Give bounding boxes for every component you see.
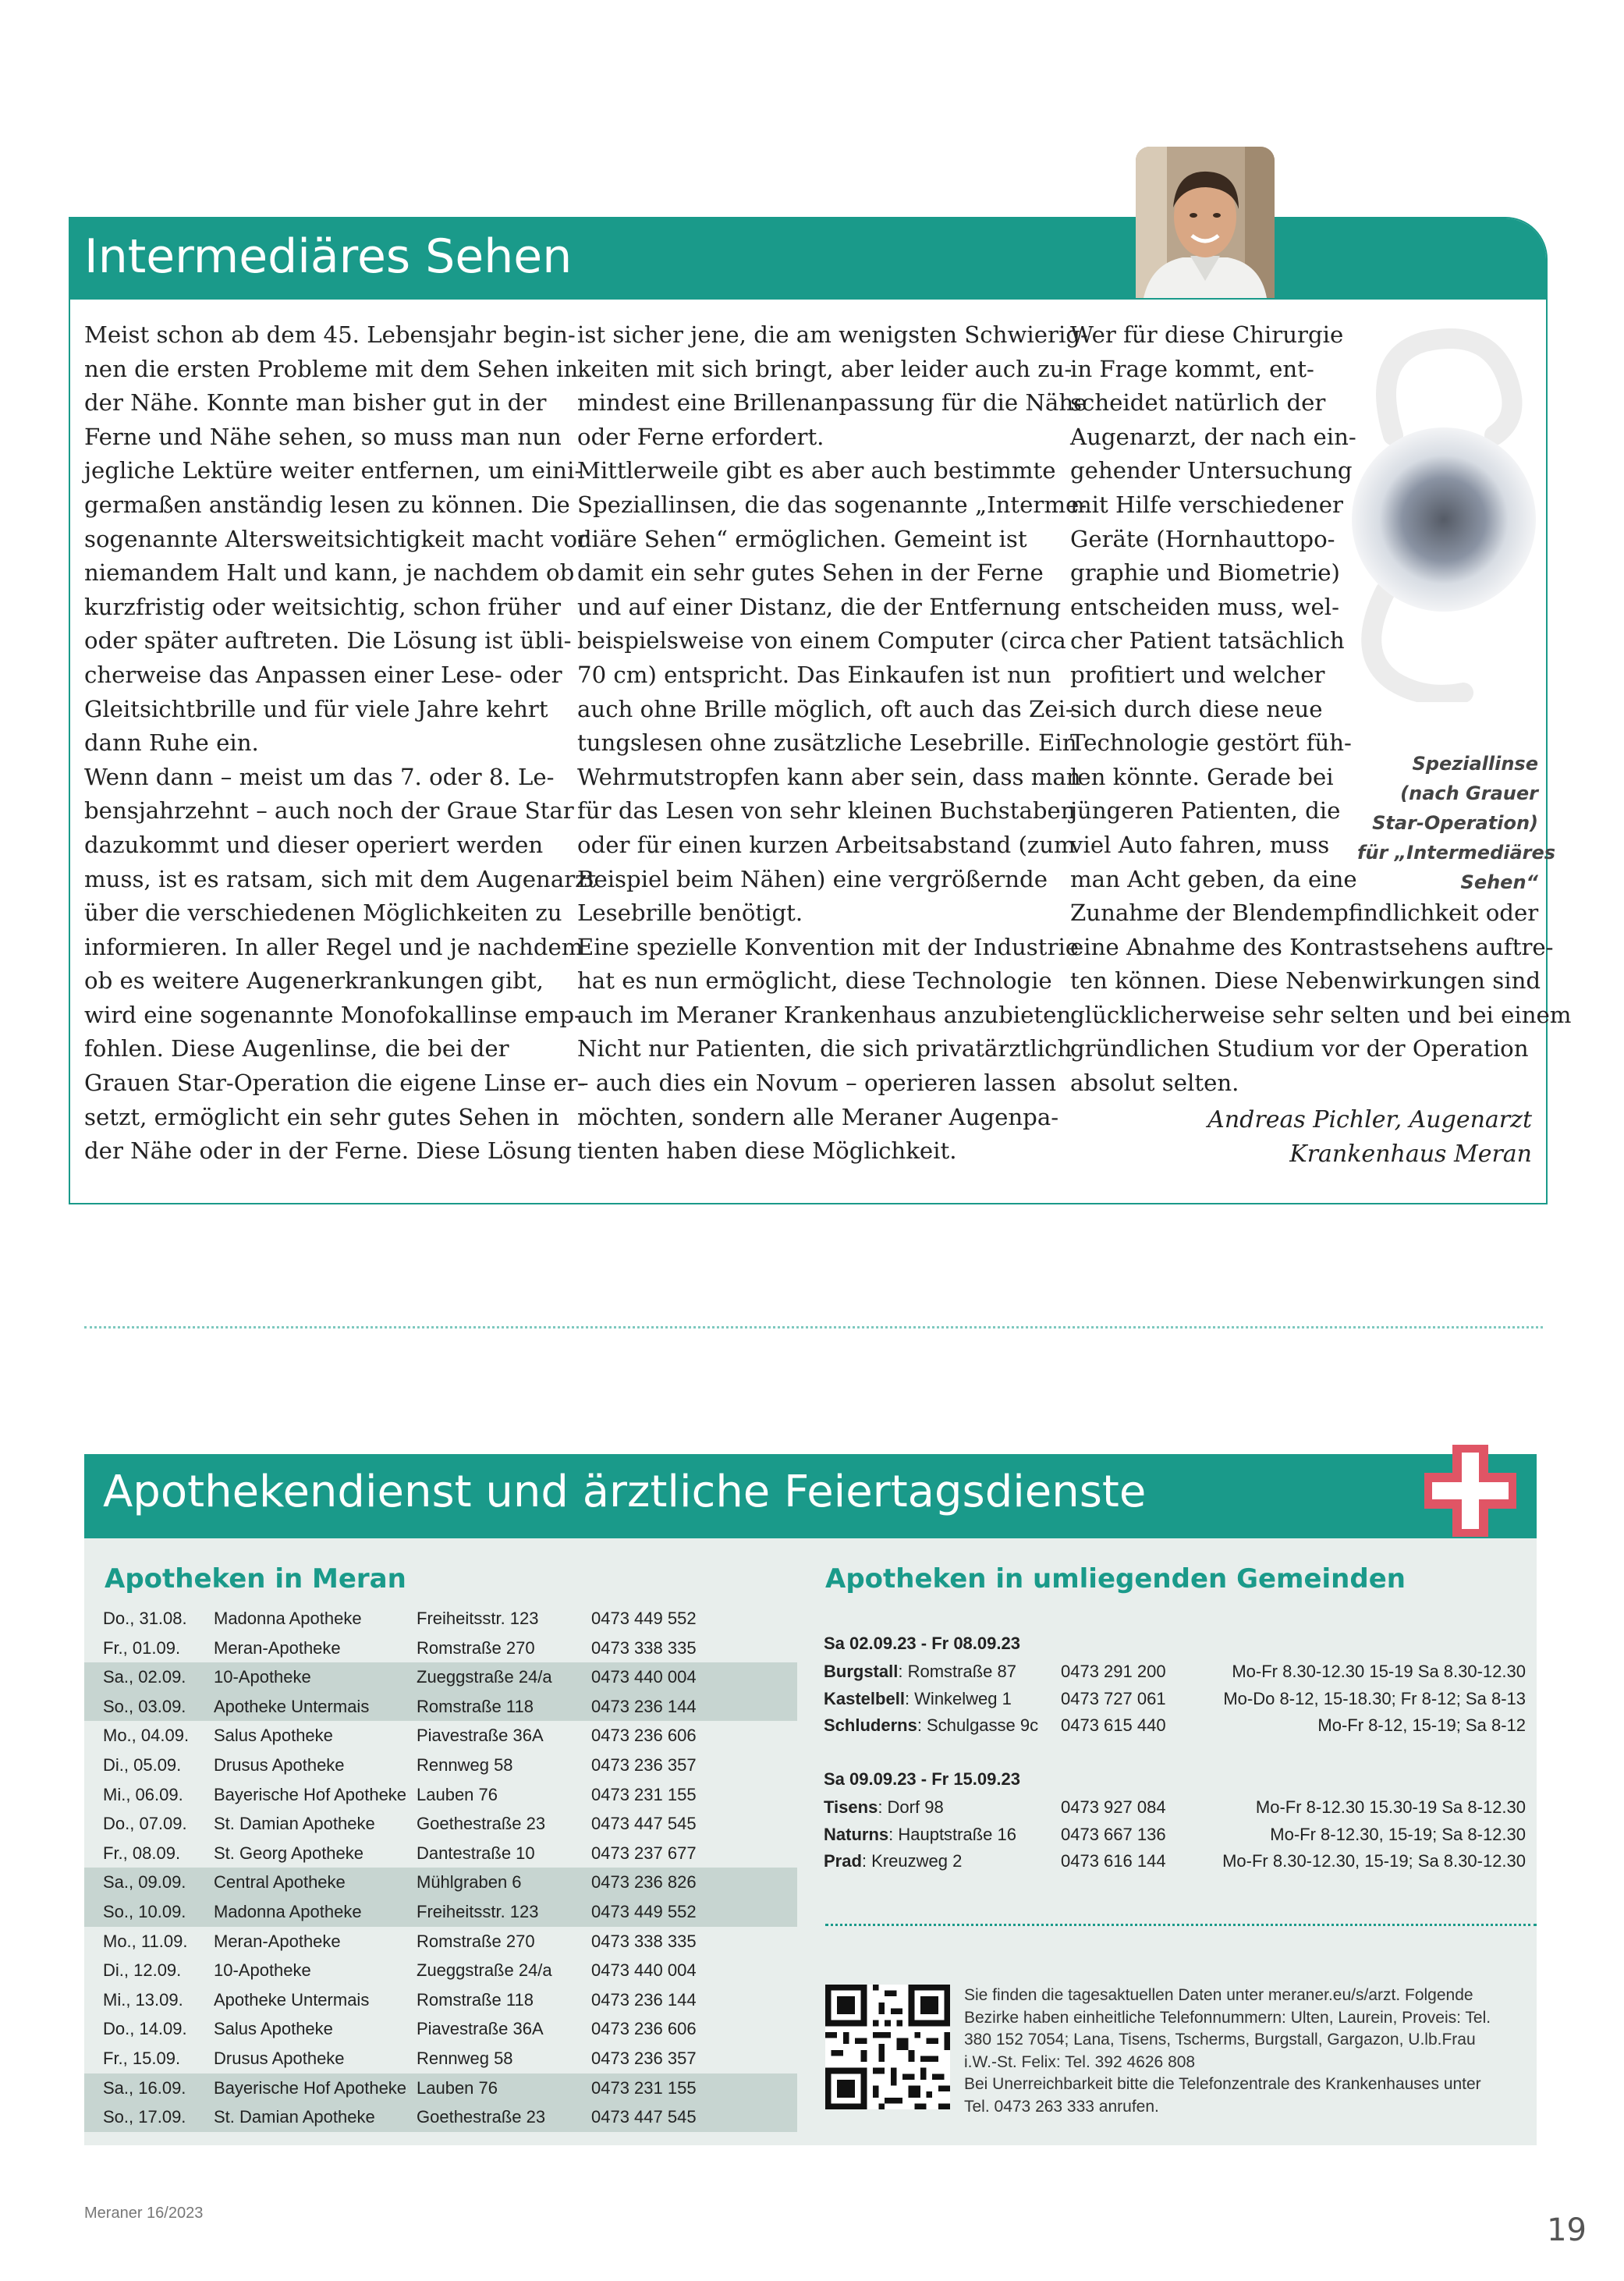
row-phone: 0473 231 155 [591, 1784, 697, 1804]
article-column-3: Wer für diese Chirurgie in Frage kommt, ent- scheidet natürlich der Augenarzt, der nach ein- gehender Untersuchung mit Hilfe verschiedener Geräte (Hornhauttopo- graphie und Biometrie) entscheiden muss, wel- cher Patient tatsächlich profitiert und welcher sich durch diese neue Technologie gestört füh- len könnte. Gerade bei jüngeren Patienten, die viel Auto fahren, muss man Acht geben, da eine Zunahme der Blendempfindlichkeit oder eine Abnahme des Kontrastsehens auftre- ten können. Diese Nebenwirkungen sind glücklicherweise sehr selten und bei einem gründlichen Studium vor der Operation absolut selten. [1070, 321, 1572, 1097]
row-phone: 0473 449 552 [591, 1609, 697, 1628]
row-pharmacy-name: Meran-Apotheke [214, 1931, 341, 1951]
pharmacy-title: Apothekendienst und ärztliche Feiertagsdienste [103, 1467, 1147, 1517]
row-date: Do., 07.09. [103, 1814, 187, 1834]
row-date: Sa., 16.09. [103, 2077, 186, 2098]
row-date: Sa., 09.09. [103, 1872, 186, 1893]
row-address: Freiheitsstr. 123 [417, 1901, 539, 1921]
row-address: Lauben 76 [417, 2077, 498, 2098]
row-address: Piavestraße 36A [417, 1726, 544, 1746]
regional-phone: 0473 291 200 [1061, 1662, 1166, 1681]
list-item [824, 1689, 1526, 1716]
lens-caption: Speziallinse (nach Grauer Star-Operation) für „Intermediäres Sehen“ [1357, 753, 1556, 893]
row-address: Rennweg 58 [417, 2048, 513, 2068]
row-date: Do., 14.09. [103, 2019, 187, 2039]
medical-cross-icon [1424, 1445, 1516, 1537]
week-block-1 [824, 1634, 1526, 1743]
regional-phone: 0473 616 144 [1061, 1851, 1166, 1871]
article-header [70, 218, 1546, 300]
table-row [84, 2044, 797, 2073]
page-number: 19 [1547, 2212, 1587, 2248]
author-portrait [1136, 147, 1275, 298]
row-address: Zueggstraße 24/a [417, 1960, 552, 1981]
table-row [84, 1721, 797, 1751]
town-address: : Dorf 98 [878, 1797, 944, 1817]
town-address: : Winkelweg 1 [904, 1688, 1012, 1708]
row-date: Mi., 06.09. [103, 1784, 183, 1804]
regional-pharmacy [824, 1825, 1016, 1845]
table-row [84, 1751, 797, 1780]
row-phone: 0473 440 004 [591, 1667, 697, 1687]
row-pharmacy-name: Meran-Apotheke [214, 1637, 341, 1658]
town-address: : Hauptstraße 16 [888, 1824, 1016, 1844]
row-address: Rennweg 58 [417, 1754, 513, 1775]
row-phone: 0473 236 826 [591, 1872, 697, 1893]
row-pharmacy-name: Apotheke Untermais [214, 1989, 370, 2010]
town-address: : Romstraße 87 [898, 1662, 1016, 1681]
table-row [84, 2102, 797, 2132]
row-phone: 0473 231 155 [591, 2077, 697, 2098]
info-divider [825, 1924, 1537, 1926]
issue-footer: Meraner 16/2023 [84, 2205, 204, 2222]
town-name: Tisens [824, 1797, 878, 1817]
table-row [84, 1985, 797, 2015]
signature-name: Andreas Pichler, Augenarzt [1207, 1106, 1532, 1133]
town-name: Schluderns [824, 1715, 917, 1735]
week-title: Sa 09.09.23 - Fr 15.09.23 [824, 1769, 1020, 1789]
info-paragraph: Sie finden die tagesaktuellen Daten unter meraner.eu/s/arzt. Folgende Bezirke haben einheitliche Telefonnummern: Ulten, Laurein, Proveis: Tel. 380 152 7054; Lana, Tisens, Tscherms, Burgstall, Gargazon, U.lb.Frau i.W.-St. Felix: Tel. 392 4626 808 [964, 1986, 1491, 2071]
row-date: Mo., 04.09. [103, 1726, 190, 1746]
portrait-image [1136, 147, 1275, 298]
row-date: So., 10.09. [103, 1901, 186, 1921]
list-item [824, 1797, 1526, 1825]
row-phone: 0473 236 606 [591, 1726, 697, 1746]
row-address: Romstraße 270 [417, 1931, 535, 1951]
row-phone: 0473 236 357 [591, 2048, 697, 2068]
row-pharmacy-name: Bayerische Hof Apotheke [214, 2077, 407, 2098]
list-item [824, 1662, 1526, 1689]
row-address: Piavestraße 36A [417, 2019, 544, 2039]
row-pharmacy-name: Madonna Apotheke [214, 1609, 362, 1628]
opening-hours: Mo-Fr 8.30-12.30, 15-19; Sa 8.30-12.30 [1222, 1851, 1526, 1871]
row-address: Mühlgraben 6 [417, 1872, 522, 1893]
row-date: Fr., 15.09. [103, 2048, 181, 2068]
row-pharmacy-name: 10-Apotheke [214, 1667, 311, 1687]
row-pharmacy-name: St. Damian Apotheke [214, 2107, 375, 2127]
row-phone: 0473 449 552 [591, 1901, 697, 1921]
table-row [84, 2073, 797, 2103]
regional-pharmacy [824, 1851, 962, 1871]
section-divider [84, 1326, 1543, 1329]
regional-phone: 0473 615 440 [1061, 1715, 1166, 1735]
qr-code[interactable] [825, 1985, 950, 2109]
row-date: Fr., 08.09. [103, 1843, 181, 1863]
row-pharmacy-name: 10-Apotheke [214, 1960, 311, 1981]
row-address: Goethestraße 23 [417, 2107, 546, 2127]
regional-pharmacy [824, 1689, 1012, 1709]
table-row [84, 1809, 797, 1839]
regional-phone: 0473 667 136 [1061, 1824, 1166, 1844]
town-address: : Schulgasse 9c [917, 1715, 1039, 1735]
article-signature [1207, 1103, 1532, 1172]
regional-phone: 0473 727 061 [1061, 1688, 1166, 1708]
week-block-2 [824, 1769, 1526, 1878]
row-pharmacy-name: Drusus Apotheke [214, 2048, 345, 2068]
week-title: Sa 02.09.23 - Fr 08.09.23 [824, 1634, 1020, 1653]
row-phone: 0473 236 606 [591, 2019, 697, 2039]
town-address: : Kreuzweg 2 [861, 1851, 963, 1871]
row-address: Goethestraße 23 [417, 1814, 546, 1834]
row-address: Zueggstraße 24/a [417, 1667, 552, 1687]
signature-place: Krankenhaus Meran [1289, 1140, 1532, 1168]
row-phone: 0473 236 144 [591, 1989, 697, 2010]
row-pharmacy-name: St. Damian Apotheke [214, 1814, 375, 1834]
row-date: Sa., 02.09. [103, 1667, 186, 1687]
table-row [84, 1927, 797, 1956]
opening-hours: Mo-Fr 8-12.30 15.30-19 Sa 8-12.30 [1255, 1797, 1526, 1817]
row-date: Di., 05.09. [103, 1754, 182, 1775]
row-pharmacy-name: Apotheke Untermais [214, 1696, 370, 1716]
row-phone: 0473 338 335 [591, 1637, 697, 1658]
town-name: Burgstall [824, 1662, 899, 1681]
list-item [824, 1825, 1526, 1852]
opening-hours: Mo-Fr 8-12, 15-19; Sa 8-12 [1317, 1715, 1526, 1735]
row-date: Fr., 01.09. [103, 1637, 181, 1658]
row-address: Freiheitsstr. 123 [417, 1609, 539, 1628]
row-phone: 0473 236 357 [591, 1754, 697, 1775]
meran-pharmacies-title: Apotheken in Meran [105, 1563, 406, 1595]
row-pharmacy-name: Madonna Apotheke [214, 1901, 362, 1921]
article-column-2: ist sicher jene, die am wenigsten Schwierig- keiten mit sich bringt, aber leider auch zu- mindest eine Brillenanpassung für die Nähe oder Ferne erfordert. Mittlerweile gibt es aber auch bestimmte Speziallinsen, die das sogenannte „Interme- diäre Sehen“ ermöglichen. Gemeint ist damit ein sehr gutes Sehen in der Ferne und auf einer Distanz, die der Entfernung beispielsweise von einem Computer (circa 70 cm) entspricht. Das Einkaufen ist nun auch ohne Brille möglich, oft auch das Zei- tungslesen ohne zusätzliche Lesebrille. Ein Wehrmutstropfen kann aber sein, dass man für das Lesen von sehr kleinen Buchstaben oder für einen kurzen Arbeitsabstand (zum Beispiel beim Nähen) eine vergrößernde Lesebrille benötigt. Eine spezielle Konvention mit der Industrie hat es nun ermöglicht, diese Technologie auch im Meraner Krankenhaus anzubieten. Nicht nur Patienten, die sich privatärztlich – auch dies ein Novum – operieren lassen möchten, sondern alle Meraner Augenpa- tienten haben diese Möglichkeit. [577, 321, 1088, 1165]
row-pharmacy-name: Drusus Apotheke [214, 1754, 345, 1775]
table-row [84, 1634, 797, 1663]
row-address: Dantestraße 10 [417, 1843, 535, 1863]
town-name: Kastelbell [824, 1688, 905, 1708]
row-date: Mi., 13.09. [103, 1989, 183, 2010]
pharmacy-info-text [964, 1985, 1510, 2118]
row-address: Romstraße 270 [417, 1637, 535, 1658]
info-paragraph: Bei Unerreichbarkeit bitte die Telefonzentrale des Krankenhauses unter Tel. 0473 263 333 anrufen. [964, 2075, 1481, 2116]
row-pharmacy-name: Bayerische Hof Apotheke [214, 1784, 407, 1804]
regional-pharmacy [824, 1662, 1016, 1682]
opening-hours: Mo-Fr 8.30-12.30 15-19 Sa 8.30-12.30 [1232, 1662, 1526, 1681]
row-date: Di., 12.09. [103, 1960, 182, 1981]
row-phone: 0473 440 004 [591, 1960, 697, 1981]
table-row [84, 1692, 797, 1722]
town-name: Prad [824, 1851, 862, 1871]
regional-pharmacies-title: Apotheken in umliegenden Gemeinden [825, 1563, 1406, 1595]
table-row [84, 1839, 797, 1868]
row-address: Lauben 76 [417, 1784, 498, 1804]
article-column-1: Meist schon ab dem 45. Lebensjahr begin- nen die ersten Probleme mit dem Sehen in der Nähe. Konnte man bisher gut in der Ferne und Nähe sehen, so muss man nun jegliche Lektüre weiter entfernen, um eini- germaßen anständig lesen zu können. Die sogenannte Altersweitsichtigkeit macht vor niemandem Halt und kann, je nachdem ob kurzfristig oder weitsichtig, schon früher oder später auftreten. Die Lösung ist übli- cherweise das Anpassen einer Lese- oder Gleitsichtbrille und für viele Jahre kehrt dann Ruhe ein. Wenn dann – meist um das 7. oder 8. Le- bensjahrzehnt – auch noch der Graue Star dazukommt und dieser operiert werden muss, ist es ratsam, sich mit dem Augenarzt über die verschiedenen Möglichkeiten zu informieren. In aller Regel und je nachdem ob es weitere Augenerkrankungen gibt, wird eine sogenannte Monofokallinse emp- fohlen. Diese Augenlinse, die bei der Grauen Star-Operation die eigene Linse er- setzt, ermöglicht ein sehr gutes Sehen in der Nähe oder in der Ferne. Diese Lösung [84, 321, 597, 1165]
regional-pharmacy [824, 1715, 1038, 1736]
table-row [84, 1780, 797, 1810]
regional-pharmacy [824, 1797, 944, 1818]
article-title: Intermediäres Sehen [84, 229, 573, 284]
table-row [84, 1897, 797, 1927]
list-item [824, 1851, 1526, 1878]
row-date: Do., 31.08. [103, 1609, 187, 1628]
table-row [84, 1868, 797, 1897]
row-date: So., 17.09. [103, 2107, 186, 2127]
row-phone: 0473 237 677 [591, 1843, 697, 1863]
row-address: Romstraße 118 [417, 1696, 534, 1716]
row-date: So., 03.09. [103, 1696, 186, 1716]
table-row [84, 1662, 797, 1692]
opening-hours: Mo-Do 8-12, 15-18.30; Fr 8-12; Sa 8-13 [1223, 1688, 1526, 1708]
row-phone: 0473 236 144 [591, 1696, 697, 1716]
regional-phone: 0473 927 084 [1061, 1797, 1166, 1817]
row-date: Mo., 11.09. [103, 1931, 188, 1951]
meran-pharmacy-table [84, 1604, 797, 2132]
row-pharmacy-name: Central Apotheke [214, 1872, 346, 1893]
row-phone: 0473 338 335 [591, 1931, 697, 1951]
table-row [84, 2014, 797, 2044]
opening-hours: Mo-Fr 8-12.30, 15-19; Sa 8-12.30 [1270, 1824, 1526, 1844]
row-pharmacy-name: Salus Apotheke [214, 2019, 333, 2039]
row-phone: 0473 447 545 [591, 1814, 697, 1834]
row-phone: 0473 447 545 [591, 2107, 697, 2127]
intraocular-lens-image [1339, 326, 1537, 702]
town-name: Naturns [824, 1824, 889, 1844]
row-pharmacy-name: Salus Apotheke [214, 1726, 333, 1746]
table-row [84, 1956, 797, 1985]
row-pharmacy-name: St. Georg Apotheke [214, 1843, 364, 1863]
row-address: Romstraße 118 [417, 1989, 534, 2010]
table-row [84, 1604, 797, 1634]
list-item [824, 1715, 1526, 1743]
